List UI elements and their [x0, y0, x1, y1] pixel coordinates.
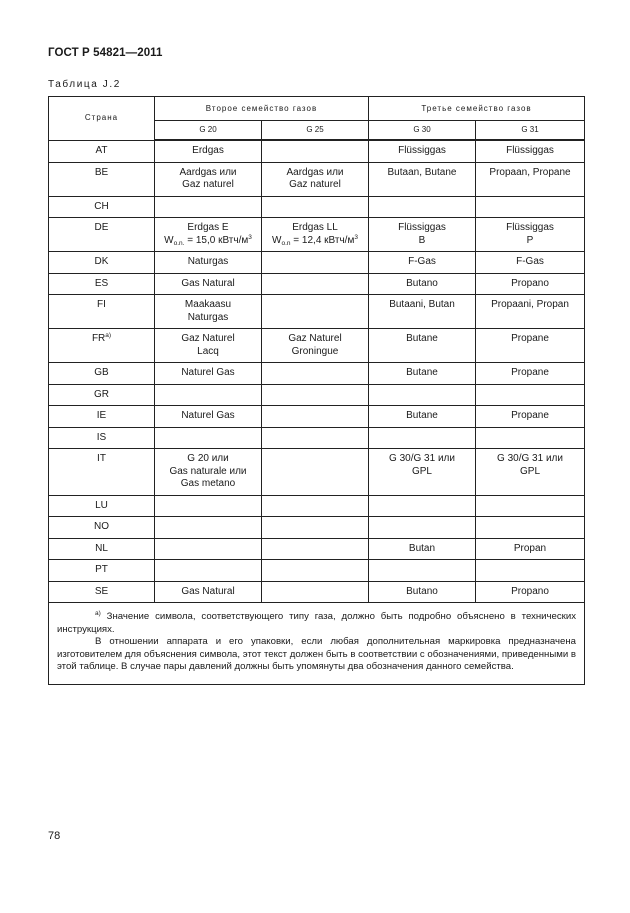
cell-country [49, 363, 155, 385]
table-row [49, 295, 585, 329]
cell-g31 [476, 581, 585, 603]
cell-text: Propane [511, 410, 549, 421]
cell-g30 [369, 449, 476, 496]
cell-g30 [369, 363, 476, 385]
header-g30: G 30 [369, 120, 476, 140]
cell-text: Flüssiggas [398, 145, 446, 156]
footnote-ref: a) [105, 332, 112, 339]
cell-text: Propane [511, 367, 549, 378]
wobbe-symbol: W [272, 234, 282, 246]
cell-country [49, 384, 155, 406]
cell-text: Propaani, Propan [491, 299, 569, 310]
cell-g20 [155, 560, 262, 582]
wobbe-exponent: 3 [354, 233, 358, 241]
table-row [49, 384, 585, 406]
country-code: NO [94, 521, 109, 532]
note-paragraph: В отношении аппарата и его упаковки, если любая дополнительная маркировка предназначена изготовителем для объяснения символа, этот текст должен быть в соответствии с обозначениями, приведенными в этой таблице. В случае пары давлений должны быть упомянуты два обозначения данного семейства. [57, 636, 577, 672]
cell-g20 [155, 495, 262, 517]
table-row [49, 363, 585, 385]
cell-text: Gas Natural [181, 277, 235, 289]
cell-g25 [262, 538, 369, 560]
country-code: GR [94, 388, 109, 400]
cell-g30 [369, 495, 476, 517]
cell-text: Naturel Gas [181, 410, 235, 421]
cell-g30 [369, 196, 476, 218]
cell-g30 [369, 560, 476, 582]
cell-g30 [369, 581, 476, 603]
header-second-family: Второе семейство газов [155, 97, 369, 121]
cell-g31 [476, 252, 585, 274]
cell-text: Propano [511, 585, 549, 597]
cell-g25 [262, 329, 369, 363]
cell-g30 [369, 517, 476, 539]
footnote-a [57, 611, 576, 636]
table-row [49, 538, 585, 560]
cell-g31 [476, 406, 585, 428]
cell-text: Butaan, Butane [387, 166, 457, 178]
table-row [49, 560, 585, 582]
cell-g31 [476, 495, 585, 517]
cell-g30 [369, 140, 476, 162]
cell-g25 [262, 140, 369, 162]
cell-country [49, 560, 155, 582]
cell-g30 [369, 427, 476, 449]
country-code: FR [91, 333, 106, 344]
table-row [49, 581, 585, 603]
country-code: GB [94, 367, 109, 378]
cell-g30 [369, 273, 476, 295]
cell-text: Propan [513, 542, 547, 554]
cell-country [49, 140, 155, 162]
cell-country [49, 517, 155, 539]
cell-g25 [262, 495, 369, 517]
cell-text: Erdgas E [187, 222, 229, 233]
cell-g25 [262, 560, 369, 582]
cell-g20 [155, 140, 262, 162]
cell-text: G 30/G 31 или [497, 453, 563, 464]
cell-g20 [155, 449, 262, 496]
country-code: PT [95, 564, 108, 575]
cell-text: P [526, 234, 534, 246]
cell-text: Erdgas [192, 145, 224, 156]
table-row [49, 140, 585, 162]
cell-g20 [155, 384, 262, 406]
cell-g30 [369, 252, 476, 274]
table-row [49, 517, 585, 539]
cell-g20 [155, 406, 262, 428]
table-row [49, 273, 585, 295]
cell-text: Butane [406, 333, 438, 344]
cell-country [49, 495, 155, 517]
cell-country [49, 329, 155, 363]
cell-country [49, 162, 155, 196]
cell-g25 [262, 427, 369, 449]
header-g20: G 20 [155, 120, 262, 140]
footnote-text: Значение символа, соответствующего типу газа, должно быть подробно объяснено в технических инструкциях. [57, 611, 577, 635]
cell-country [49, 196, 155, 218]
cell-g30 [369, 295, 476, 329]
country-code: IT [97, 453, 106, 464]
cell-g31 [476, 273, 585, 295]
document-code: ГОСТ Р 54821—2011 [48, 47, 163, 59]
header-g25: G 25 [262, 120, 369, 140]
cell-g20 [155, 329, 262, 363]
country-code: DE [94, 222, 109, 233]
wobbe-value: = 15,0 кВтч/м [184, 234, 249, 246]
cell-g30 [369, 218, 476, 252]
cell-text: Butaani, Butan [389, 299, 455, 310]
cell-g20 [155, 581, 262, 603]
country-code: LU [95, 499, 108, 511]
wobbe-exponent: 3 [248, 233, 252, 241]
table-row [49, 427, 585, 449]
cell-g25 [262, 384, 369, 406]
cell-g31 [476, 538, 585, 560]
cell-text: Gaz Naturel [181, 333, 235, 344]
table-row [49, 406, 585, 428]
cell-text: Gaz naturel [289, 179, 341, 190]
cell-g25 [262, 252, 369, 274]
cell-g31 [476, 196, 585, 218]
cell-g20 [155, 295, 262, 329]
table-row [49, 449, 585, 496]
cell-g31 [476, 560, 585, 582]
cell-g25 [262, 517, 369, 539]
header-g31: G 31 [476, 120, 585, 140]
cell-country [49, 218, 155, 252]
country-code: DK [94, 256, 109, 267]
cell-g20 [155, 273, 262, 295]
cell-g25 [262, 295, 369, 329]
cell-text: Aardgas или [179, 166, 237, 178]
cell-text: Naturel Gas [181, 367, 235, 378]
country-code: AT [95, 144, 108, 156]
country-code: FI [97, 299, 106, 310]
wobbe-symbol: W [164, 234, 174, 246]
country-code: ES [94, 277, 109, 289]
cell-country [49, 538, 155, 560]
cell-g25 [262, 218, 369, 252]
cell-country [49, 252, 155, 274]
table-row [49, 252, 585, 274]
cell-country [49, 581, 155, 603]
cell-text: Butane [406, 410, 438, 421]
cell-text: Gas Natural [181, 585, 235, 597]
cell-text: F-Gas [516, 256, 544, 267]
table-row [49, 495, 585, 517]
table-body [49, 140, 585, 603]
cell-text: Butano [406, 277, 438, 289]
cell-country [49, 449, 155, 496]
cell-text: Butan [408, 542, 436, 554]
cell-g20 [155, 517, 262, 539]
cell-g31 [476, 384, 585, 406]
cell-text: Butane [406, 367, 438, 378]
cell-text: Gas metano [180, 478, 236, 489]
cell-text: G 30/G 31 или [389, 453, 455, 464]
cell-text: Butano [406, 585, 438, 597]
cell-g25 [262, 581, 369, 603]
cell-text: Aardgas или [286, 166, 344, 178]
cell-g31 [476, 363, 585, 385]
cell-text: Gas naturale или [169, 465, 247, 477]
country-code: SE [94, 585, 109, 597]
wobbe-index [158, 235, 258, 248]
cell-country [49, 273, 155, 295]
cell-text: G 20 или [187, 453, 229, 464]
cell-g31 [476, 427, 585, 449]
page-number: 78 [48, 830, 61, 842]
cell-g31 [476, 449, 585, 496]
table-row [49, 218, 585, 252]
cell-g20 [155, 363, 262, 385]
wobbe-value: = 12,4 кВтч/м [290, 234, 355, 246]
country-code: IE [96, 410, 107, 421]
wobbe-subscript: o.n. [173, 239, 185, 247]
cell-g20 [155, 427, 262, 449]
cell-text: B [418, 234, 426, 246]
country-code: BE [94, 166, 109, 178]
cell-g20 [155, 196, 262, 218]
cell-g25 [262, 273, 369, 295]
cell-g25 [262, 162, 369, 196]
cell-text: Gaz naturel [182, 179, 234, 190]
table-row [49, 329, 585, 363]
cell-g31 [476, 140, 585, 162]
cell-g30 [369, 406, 476, 428]
country-code: CH [94, 200, 109, 212]
footnote-mark: a) [95, 610, 101, 617]
table-caption: Таблица J.2 [48, 79, 121, 90]
cell-g31 [476, 295, 585, 329]
cell-g20 [155, 162, 262, 196]
cell-text: Maakaasu [184, 299, 232, 310]
country-code: NL [95, 542, 108, 554]
cell-g25 [262, 449, 369, 496]
cell-text: Lacq [197, 345, 219, 357]
cell-g31 [476, 218, 585, 252]
cell-g31 [476, 162, 585, 196]
cell-text: Flüssiggas [506, 145, 554, 156]
cell-text: Flüssiggas [506, 222, 554, 233]
country-code: IS [96, 431, 107, 443]
cell-g20 [155, 252, 262, 274]
table-row [49, 162, 585, 196]
header-country: Страна [49, 97, 155, 141]
cell-text: Flüssiggas [398, 222, 446, 233]
cell-g20 [155, 218, 262, 252]
cell-g31 [476, 329, 585, 363]
cell-text: F-Gas [408, 256, 436, 267]
header-third-family: Третье семейство газов [369, 97, 585, 121]
wobbe-subscript: o.n [281, 239, 291, 247]
cell-country [49, 295, 155, 329]
cell-g20 [155, 538, 262, 560]
cell-text: Propane [511, 333, 549, 344]
table-notes [49, 603, 585, 685]
wobbe-index [265, 235, 365, 248]
cell-g25 [262, 406, 369, 428]
cell-text: GPL [411, 465, 432, 477]
cell-text: GPL [520, 465, 541, 477]
cell-country [49, 406, 155, 428]
cell-text: Erdgas LL [292, 222, 338, 233]
cell-text: Naturgas [187, 311, 229, 323]
table-row [49, 196, 585, 218]
gas-names-table [48, 96, 585, 685]
cell-g30 [369, 329, 476, 363]
cell-text: Groningue [291, 345, 339, 357]
cell-text: Propano [511, 277, 549, 289]
cell-text: Propaan, Propane [489, 166, 571, 178]
cell-g25 [262, 363, 369, 385]
cell-g25 [262, 196, 369, 218]
cell-country [49, 427, 155, 449]
cell-g31 [476, 517, 585, 539]
cell-g30 [369, 384, 476, 406]
cell-g30 [369, 162, 476, 196]
cell-text: Naturgas [187, 256, 229, 267]
cell-g30 [369, 538, 476, 560]
cell-text: Gaz Naturel [288, 333, 342, 344]
